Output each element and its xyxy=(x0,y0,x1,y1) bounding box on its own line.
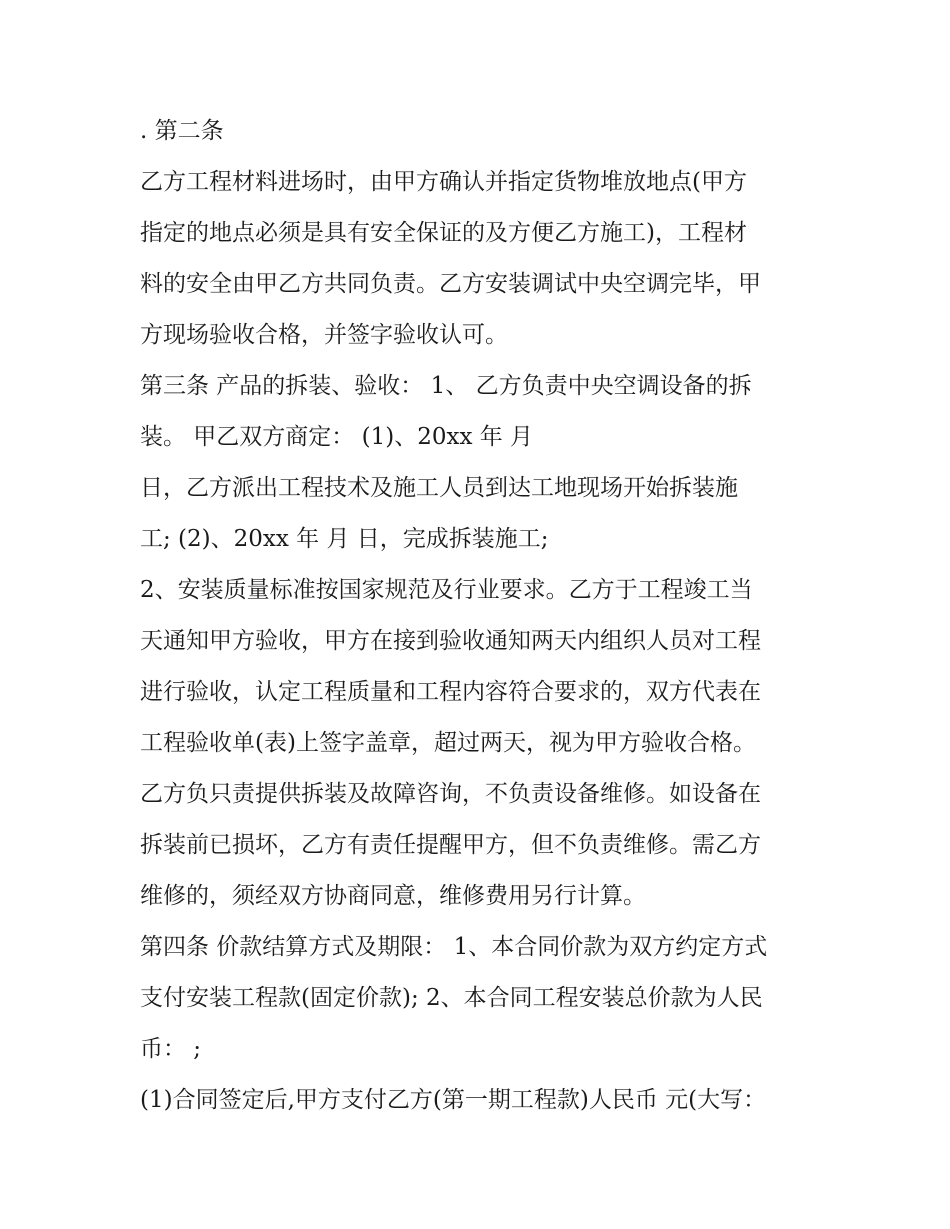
text-line: 天通知甲方验收，甲方在接到验收通知两天内组织人员对工程 xyxy=(140,628,761,654)
text-line: 乙方负只责提供拆装及故障咨询，不负责设备维修。如设备在 xyxy=(140,781,761,807)
text-line: 拆装前已损坏，乙方有责任提醒甲方，但不负责维修。需乙方 xyxy=(140,832,761,858)
text-line: 工; (2)、20xx 年 月 日，完成拆装施工; xyxy=(140,526,549,552)
text-line-article-4: 第四条 价款结算方式及期限： 1、本合同价款为双方约定方式 xyxy=(140,934,768,960)
text-line: 料的安全由甲乙方共同负责。乙方安装调试中央空调完毕，甲 xyxy=(140,271,761,297)
text-line: 维修的，须经双方协商同意，维修费用另行计算。 xyxy=(140,883,646,909)
text-line-article-2-heading: . 第二条 xyxy=(140,118,224,144)
text-line: 工程验收单(表)上签字盖章，超过两天，视为甲方验收合格。 xyxy=(140,730,756,756)
text-line: 日，乙方派出工程技术及施工人员到达工地现场开始拆装施 xyxy=(140,475,738,501)
text-line: 乙方工程材料进场时，由甲方确认并指定货物堆放地点(甲方 xyxy=(140,169,747,195)
text-line-article-3: 第三条 产品的拆装、验收： 1、 乙方负责中央空调设备的拆 xyxy=(140,373,752,399)
text-line: 进行验收，认定工程质量和工程内容符合要求的，双方代表在 xyxy=(140,679,761,705)
text-line: 币： ; xyxy=(140,1036,202,1062)
text-line: 指定的地点必须是具有安全保证的及方便乙方施工)，工程材 xyxy=(140,220,747,246)
text-line: 支付安装工程款(固定价款); 2、本合同工程安装总价款为人民 xyxy=(140,985,763,1011)
text-line: 方现场验收合格，并签字验收认可。 xyxy=(140,322,508,348)
text-line: 2、安装质量标准按国家规范及行业要求。乙方于工程竣工当 xyxy=(140,577,753,603)
contract-text-body xyxy=(140,106,820,1126)
text-line: (1)合同签定后,甲方支付乙方(第一期工程款)人民币 元(大写： xyxy=(140,1087,767,1113)
text-line: 装。 甲乙双方商定： (1)、20xx 年 月 xyxy=(140,424,534,450)
